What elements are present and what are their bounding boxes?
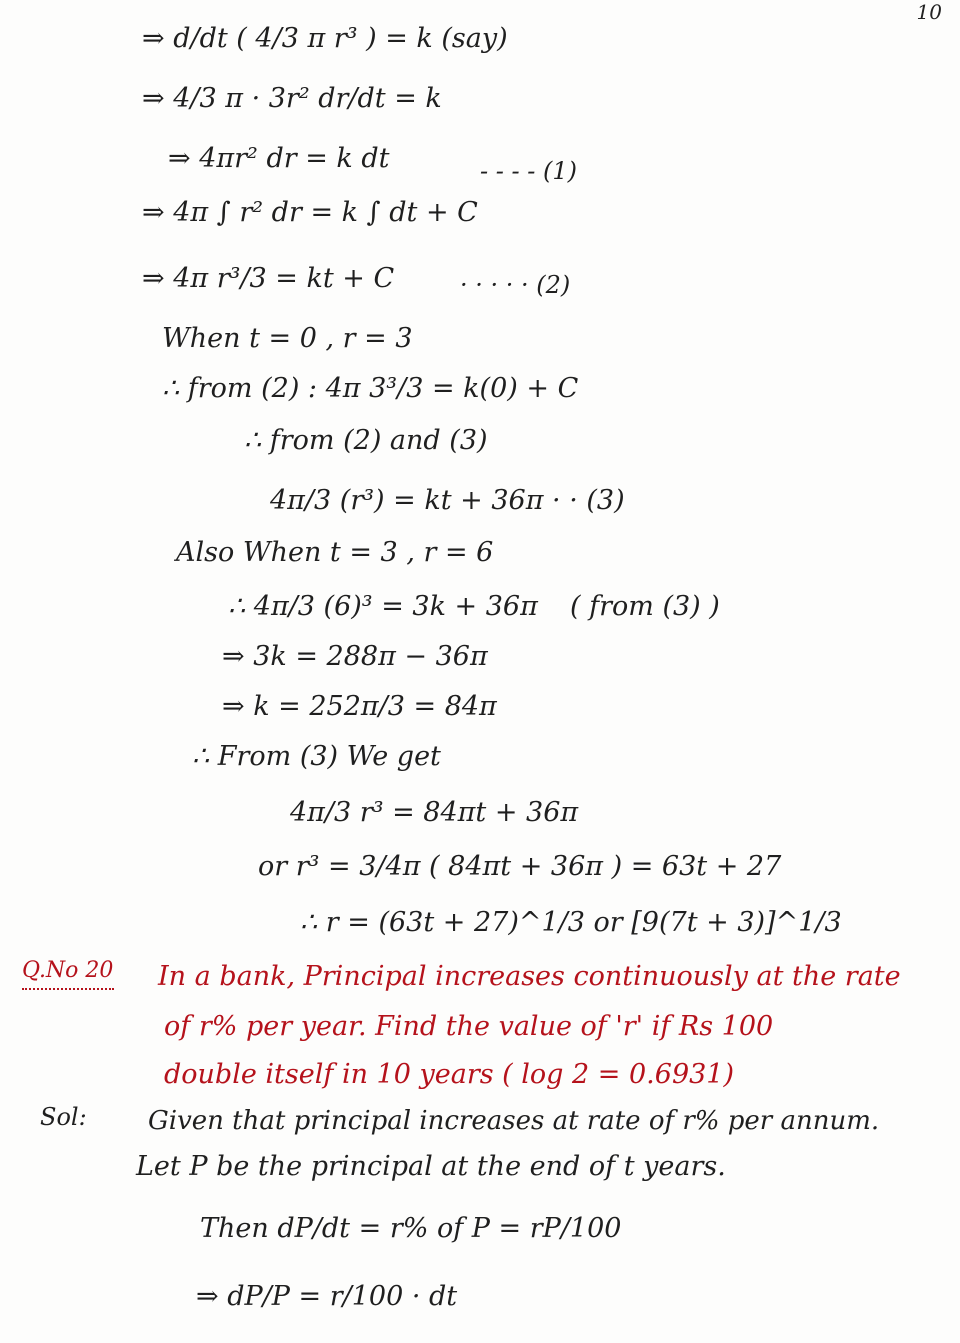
solution-label: Sol: (40, 1103, 87, 1131)
page-number: 10 (916, 0, 942, 24)
derivation-line: ∴ 4π/3 (6)³ = 3k + 36π (228, 591, 538, 622)
question-line: of r% per year. Find the value of 'r' if Rs 100 (164, 1011, 774, 1042)
question-line: In a bank, Principal increases continuously at the rate (158, 961, 901, 992)
derivation-line: ∴ From (3) We get (192, 741, 441, 772)
derivation-line: ⇒ 4π ∫ r² dr = k ∫ dt + C (142, 197, 478, 228)
derivation-line: ⇒ d/dt ( 4/3 π r³ ) = k (say) (142, 23, 508, 54)
derivation-line: ⇒ 4π r³/3 = kt + C (142, 263, 395, 294)
derivation-line: ⇒ 3k = 288π − 36π (222, 641, 488, 672)
derivation-line: 4π/3 r³ = 84πt + 36π (290, 797, 579, 828)
question-label: Q.No 20 (22, 958, 114, 983)
derivation-line: ⇒ k = 252π/3 = 84π (222, 691, 497, 722)
derivation-line: Also When t = 3 , r = 6 (176, 537, 494, 568)
derivation-line: When t = 0 , r = 3 (162, 323, 413, 354)
equation-number: - - - - (1) (480, 157, 577, 185)
solution-line: Then dP/dt = r% of P = rP/100 (200, 1213, 622, 1244)
equation-number: · · · · · (2) (460, 271, 571, 299)
derivation-line: ⇒ 4πr² dr = k dt (168, 143, 390, 174)
derivation-line: ∴ r = (63t + 27)^1/3 or [9(7t + 3)]^1/3 (300, 907, 842, 938)
derivation-line: 4π/3 (r³) = kt + 36π · · (3) (270, 485, 625, 516)
derivation-line: ⇒ 4/3 π · 3r² dr/dt = k (142, 83, 442, 114)
question-line: double itself in 10 years ( log 2 = 0.6931) (164, 1059, 735, 1090)
solution-line: ⇒ dP/P = r/100 · dt (196, 1281, 458, 1312)
equation-reference: ( from (3) ) (570, 591, 720, 622)
solution-line: Let P be the principal at the end of t years. (136, 1151, 726, 1182)
derivation-line: ∴ from (2) and (3) (244, 425, 488, 456)
derivation-line: or r³ = 3/4π ( 84πt + 36π ) = 63t + 27 (258, 851, 782, 882)
solution-line: Given that principal increases at rate of r% per annum. (148, 1106, 880, 1136)
derivation-line: ∴ from (2) : 4π 3³/3 = k(0) + C (162, 373, 579, 404)
question-label-underline (22, 982, 114, 990)
